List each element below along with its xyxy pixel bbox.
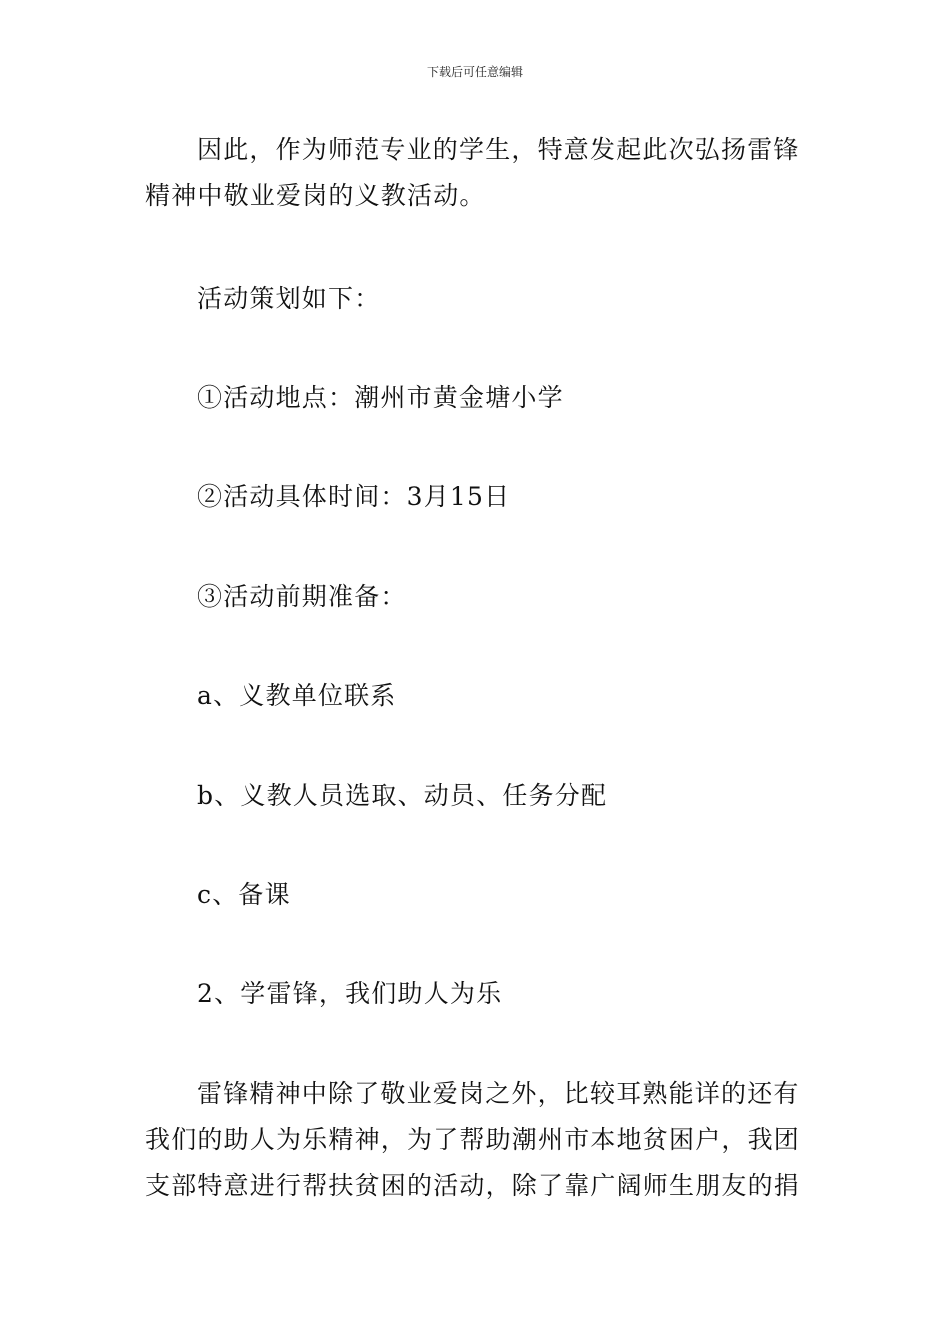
paragraph-text: 2、学雷锋，我们助人为乐 (197, 979, 503, 1008)
section-heading-2 (145, 971, 810, 1017)
paragraph-text: ②活动具体时间：3月15日 (197, 482, 511, 511)
paragraph-text: 活动策划如下： (197, 284, 381, 313)
paragraph-text: 因此，作为师范专业的学生，特意发起此次弘扬雷锋精神中敬业爱岗的义教活动。 (145, 135, 800, 210)
page-header: 下载后可任意编辑 (426, 65, 523, 79)
list-item-preparation (145, 574, 810, 620)
paragraph-text: ③活动前期准备： (197, 582, 407, 611)
list-item-location (145, 375, 810, 421)
sub-item-a (145, 673, 810, 719)
sub-item-b (145, 773, 810, 819)
paragraph-text: ①活动地点：潮州市黄金塘小学 (197, 383, 564, 412)
paragraph-plan-heading (145, 276, 810, 322)
paragraph-text: b、义教人员选取、动员、任务分配 (197, 781, 608, 810)
paragraph-intro (145, 127, 810, 219)
paragraph-text: c、备课 (197, 880, 291, 909)
sub-item-c (145, 872, 810, 918)
list-item-time (145, 474, 810, 520)
paragraph-helping (145, 1071, 810, 1209)
paragraph-text: 雷锋精神中除了敬业爱岗之外，比较耳熟能详的还有我们的助人为乐精神，为了帮助潮州市本地贫困户，我团支部特意进行帮扶贫困的活动，除了靠广阔师生朋友的捐 (145, 1079, 801, 1200)
paragraph-text: a、义教单位联系 (197, 681, 397, 710)
